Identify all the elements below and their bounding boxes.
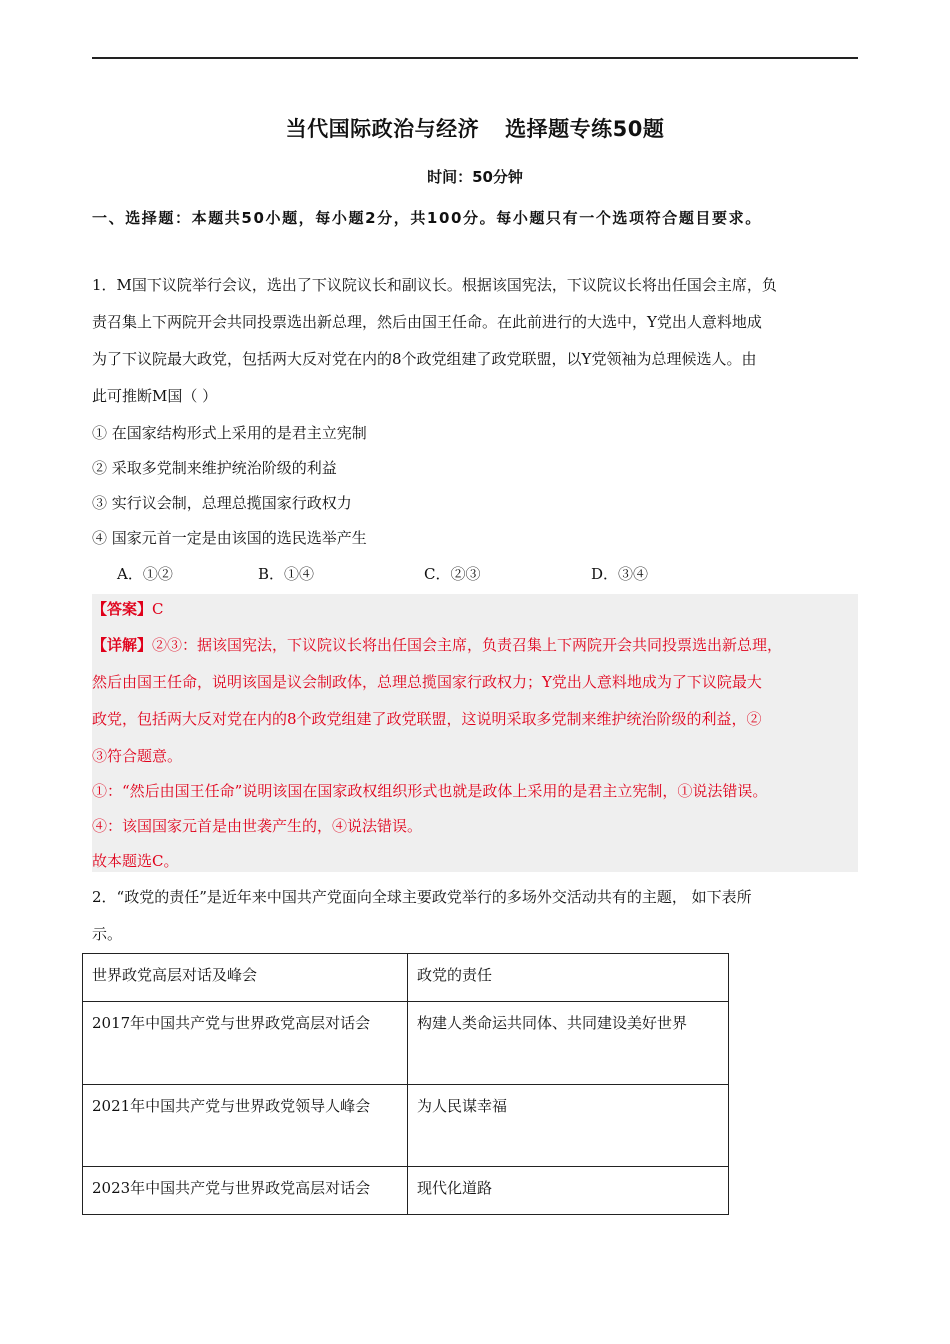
q1-detail-line: ④：该国国家元首是由世袭产生的，④说法错误。 [92, 817, 423, 835]
q2-stem-line: 2．“政党的责任”是近年来中国共产党面向全球主要政党举行的多场外交活动共有的主题， 如下表所 [92, 888, 752, 906]
q1-detail-line: 政党，包括两大反对党在内的8个政党组建了政党联盟，这说明采取多党制来维护统治阶级的利益，② [92, 710, 762, 728]
table-row [83, 1085, 729, 1167]
q1-detail-line: ①：“然后由国王任命”说明该国在国家政权组织形式也就是政体上采用的是君主立宪制，①说法错误。 [92, 782, 768, 800]
answer-label: 【答案】 [92, 600, 153, 618]
q1-answer [92, 599, 862, 619]
detail-label: 【详解】 [92, 636, 153, 654]
header-rule [92, 57, 858, 59]
table-header-cell: 政党的责任 [408, 954, 729, 1002]
table-header-row [83, 954, 729, 1002]
q1-option-a: A．①② [117, 565, 173, 583]
q1-stem-line: 1．M国下议院举行会议，选出了下议院议长和副议长。根据该国宪法，下议院议长将出任国会主席，负 [92, 276, 777, 294]
table-cell: 构建人类命运共同体、共同建设美好世界 [408, 1002, 729, 1085]
q1-statement-4: ④ 国家元首一定是由该国的选民选举产生 [92, 529, 367, 547]
table-row [83, 1167, 729, 1215]
q1-option-d: D．③④ [591, 565, 649, 583]
detail-text: ②③：据该国宪法，下议院议长将出任国会主席，负责召集上下两院开会共同投票选出新总理， [152, 636, 783, 654]
q1-detail-line: 然后由国王任命，说明该国是议会制政体，总理总揽国家行政权力；Y党出人意料地成为了下议院最大 [92, 673, 762, 691]
section-heading: 一、选择题：本题共50小题，每小题2分，共100分。每小题只有一个选项符合题目要求。 [92, 209, 762, 227]
q1-statement-1: ① 在国家结构形式上采用的是君主立宪制 [92, 424, 367, 442]
table-cell: 2023年中国共产党与世界政党高层对话会 [83, 1167, 408, 1215]
q2-table [82, 953, 729, 1215]
q1-conclusion: 故本题选C。 [92, 852, 179, 870]
title-sub: 选择题专练50题 [505, 117, 665, 141]
q1-statement-2: ② 采取多党制来维护统治阶级的利益 [92, 459, 337, 477]
table-row [83, 1002, 729, 1085]
q1-detail-line: ③符合题意。 [92, 747, 183, 765]
q1-stem-line: 此可推断M国（ ） [92, 387, 218, 405]
table-header-cell: 世界政党高层对话及峰会 [83, 954, 408, 1002]
table-cell: 为人民谋幸福 [408, 1085, 729, 1167]
q1-stem-line: 为了下议院最大政党，包括两大反对党在内的8个政党组建了政党联盟，以Y党领袖为总理候选人。由 [92, 350, 757, 368]
table-cell: 现代化道路 [408, 1167, 729, 1215]
page-title [0, 113, 950, 143]
table-cell: 2021年中国共产党与世界政党领导人峰会 [83, 1085, 408, 1167]
q2-stem-line: 示。 [92, 925, 123, 943]
q1-option-b: B．①④ [258, 565, 315, 583]
q1-statement-3: ③ 实行议会制，总理总揽国家行政权力 [92, 494, 352, 512]
table-cell: 2017年中国共产党与世界政党高层对话会 [83, 1002, 408, 1085]
answer-value: C [152, 600, 164, 618]
q1-stem-line: 责召集上下两院开会共同投票选出新总理，然后由国王任命。在此前进行的大选中，Y党出人意料地成 [92, 313, 762, 331]
q1-detail-line [92, 635, 862, 655]
time-limit: 时间：50分钟 [427, 168, 523, 186]
q1-option-c: C．②③ [424, 565, 481, 583]
title-main: 当代国际政治与经济 [285, 117, 480, 141]
